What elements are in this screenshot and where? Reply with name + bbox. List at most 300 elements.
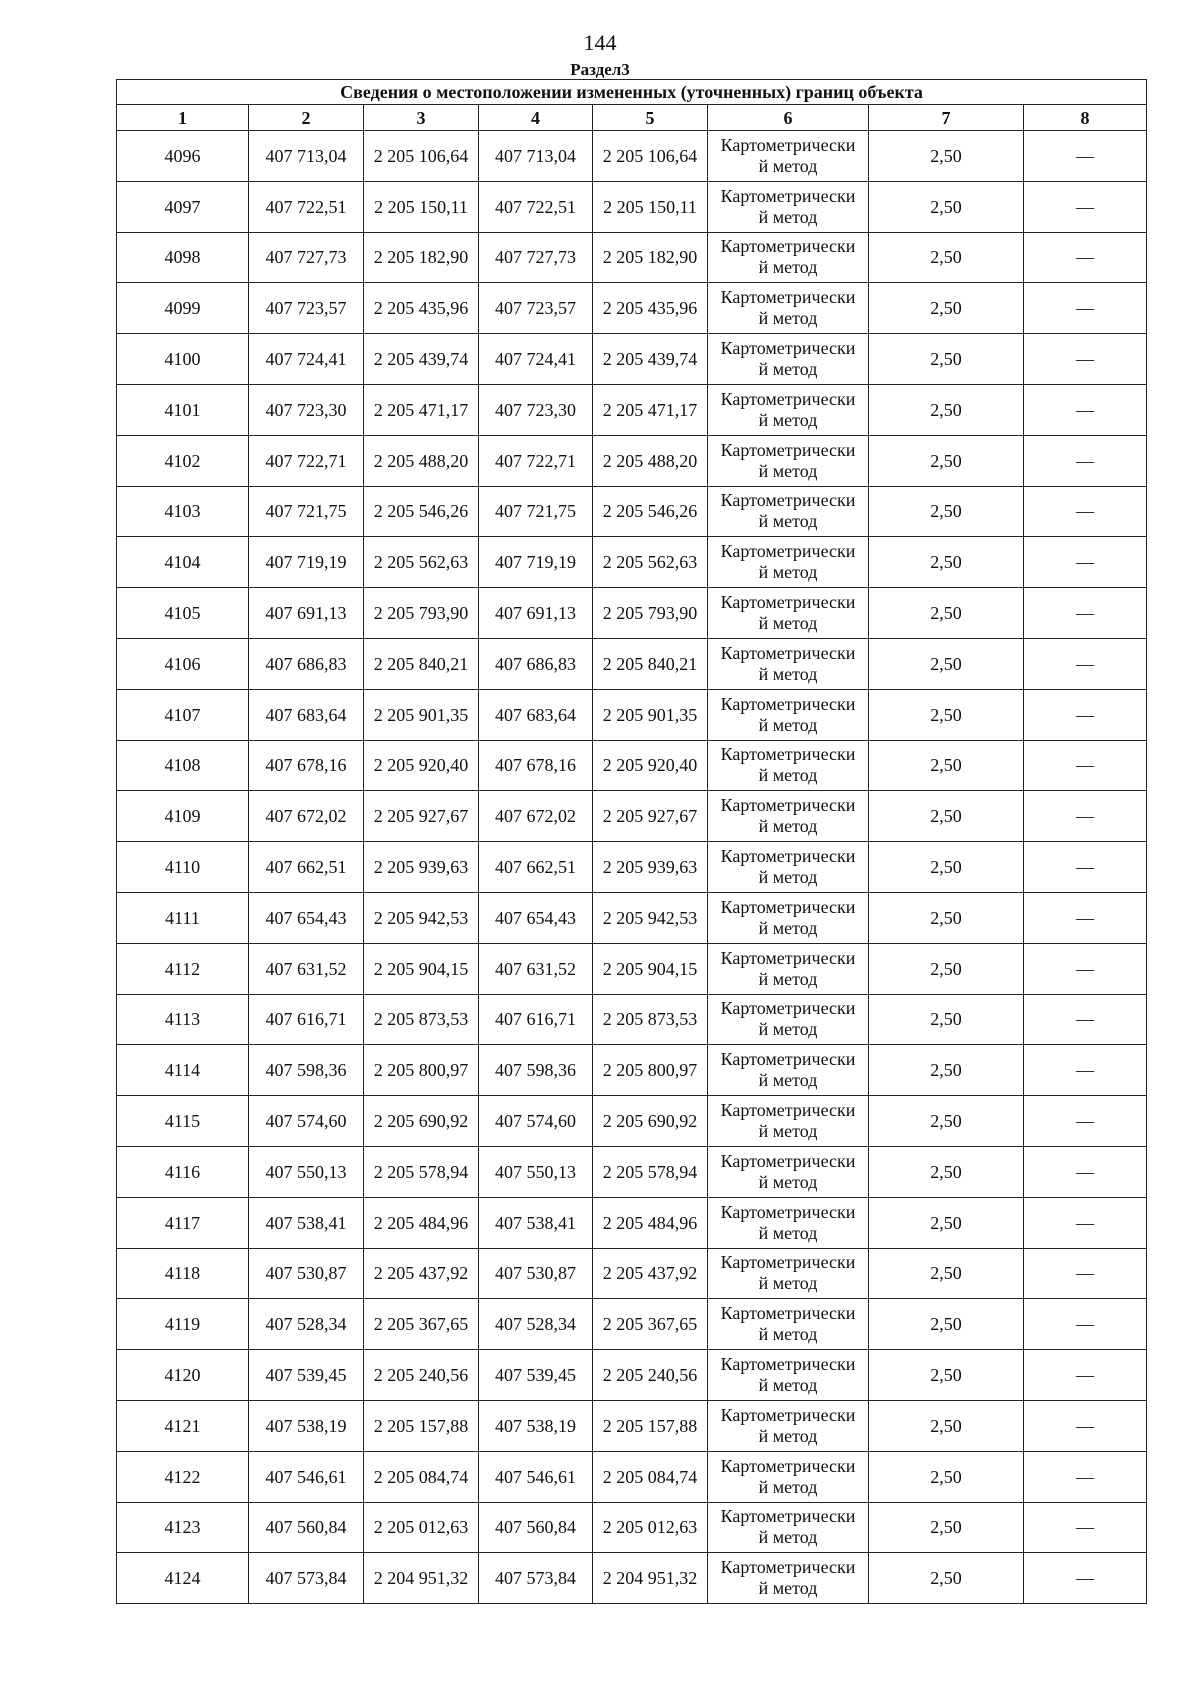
method-line-2: й метод xyxy=(758,1375,818,1396)
cell-method xyxy=(708,842,869,893)
cell-method xyxy=(708,740,869,791)
cell-x-new: 407 654,43 xyxy=(479,892,593,943)
method-line-1: Картометрически xyxy=(720,185,856,206)
cell-description: — xyxy=(1024,638,1147,689)
table-row xyxy=(117,1299,1147,1350)
cell-y-existing: 2 205 488,20 xyxy=(364,435,479,486)
cell-accuracy: 2,50 xyxy=(869,283,1024,334)
cell-x-new: 407 722,51 xyxy=(479,181,593,232)
cell-method xyxy=(708,588,869,639)
cell-point-number: 4113 xyxy=(117,994,249,1045)
cell-y-existing: 2 205 084,74 xyxy=(364,1451,479,1502)
cell-x-new: 407 528,34 xyxy=(479,1299,593,1350)
method-line-1: Картометрически xyxy=(720,642,856,663)
column-number-4: 4 xyxy=(479,105,593,131)
cell-point-number: 4103 xyxy=(117,486,249,537)
cell-point-number: 4106 xyxy=(117,638,249,689)
cell-y-new: 2 205 920,40 xyxy=(593,740,708,791)
cell-y-new: 2 205 800,97 xyxy=(593,1045,708,1096)
cell-point-number: 4119 xyxy=(117,1299,249,1350)
cell-y-new: 2 205 012,63 xyxy=(593,1502,708,1553)
cell-x-new: 407 722,71 xyxy=(479,435,593,486)
cell-y-existing: 2 205 939,63 xyxy=(364,842,479,893)
cell-description: — xyxy=(1024,740,1147,791)
method-line-1: Картометрически xyxy=(720,541,856,562)
cell-y-new: 2 205 840,21 xyxy=(593,638,708,689)
cell-description: — xyxy=(1024,1451,1147,1502)
cell-method xyxy=(708,1451,869,1502)
cell-y-new: 2 205 942,53 xyxy=(593,892,708,943)
cell-accuracy: 2,50 xyxy=(869,181,1024,232)
cell-y-existing: 2 205 690,92 xyxy=(364,1096,479,1147)
cell-description: — xyxy=(1024,435,1147,486)
cell-y-new: 2 205 873,53 xyxy=(593,994,708,1045)
cell-y-new: 2 205 106,64 xyxy=(593,131,708,182)
method-line-2: й метод xyxy=(758,1273,818,1294)
cell-point-number: 4121 xyxy=(117,1400,249,1451)
cell-description: — xyxy=(1024,943,1147,994)
cell-description: — xyxy=(1024,537,1147,588)
method-line-1: Картометрически xyxy=(720,896,856,917)
cell-x-new: 407 574,60 xyxy=(479,1096,593,1147)
method-line-2: й метод xyxy=(758,816,818,837)
cell-description: — xyxy=(1024,1045,1147,1096)
cell-point-number: 4105 xyxy=(117,588,249,639)
method-line-1: Картометрически xyxy=(720,693,856,714)
method-line-2: й метод xyxy=(758,663,818,684)
cell-method xyxy=(708,384,869,435)
cell-y-new: 2 205 546,26 xyxy=(593,486,708,537)
cell-y-new: 2 205 437,92 xyxy=(593,1248,708,1299)
method-line-1: Картометрически xyxy=(720,1506,856,1527)
cell-y-new: 2 205 901,35 xyxy=(593,689,708,740)
table-row xyxy=(117,131,1147,182)
cell-y-existing: 2 205 106,64 xyxy=(364,131,479,182)
cell-method xyxy=(708,791,869,842)
cell-method xyxy=(708,1096,869,1147)
column-number-6: 6 xyxy=(708,105,869,131)
cell-x-existing: 407 683,64 xyxy=(249,689,364,740)
cell-y-existing: 2 205 793,90 xyxy=(364,588,479,639)
cell-x-existing: 407 546,61 xyxy=(249,1451,364,1502)
cell-method xyxy=(708,283,869,334)
cell-y-existing: 2 205 546,26 xyxy=(364,486,479,537)
cell-accuracy: 2,50 xyxy=(869,791,1024,842)
cell-accuracy: 2,50 xyxy=(869,537,1024,588)
cell-method xyxy=(708,1146,869,1197)
table-row xyxy=(117,943,1147,994)
cell-y-existing: 2 205 435,96 xyxy=(364,283,479,334)
cell-method xyxy=(708,994,869,1045)
method-line-1: Картометрически xyxy=(720,1557,856,1578)
cell-x-existing: 407 631,52 xyxy=(249,943,364,994)
method-line-2: й метод xyxy=(758,765,818,786)
cell-y-new: 2 205 578,94 xyxy=(593,1146,708,1197)
cell-y-new: 2 205 240,56 xyxy=(593,1350,708,1401)
method-line-1: Картометрически xyxy=(720,744,856,765)
cell-description: — xyxy=(1024,486,1147,537)
cell-accuracy: 2,50 xyxy=(869,1248,1024,1299)
cell-x-existing: 407 573,84 xyxy=(249,1553,364,1604)
cell-point-number: 4120 xyxy=(117,1350,249,1401)
cell-y-existing: 2 205 157,88 xyxy=(364,1400,479,1451)
cell-x-new: 407 560,84 xyxy=(479,1502,593,1553)
column-number-8: 8 xyxy=(1024,105,1147,131)
cell-description: — xyxy=(1024,1502,1147,1553)
method-line-1: Картометрически xyxy=(720,1404,856,1425)
cell-x-existing: 407 598,36 xyxy=(249,1045,364,1096)
method-line-2: й метод xyxy=(758,257,818,278)
cell-accuracy: 2,50 xyxy=(869,1299,1024,1350)
cell-y-new: 2 205 157,88 xyxy=(593,1400,708,1451)
table-row xyxy=(117,334,1147,385)
cell-x-existing: 407 686,83 xyxy=(249,638,364,689)
method-line-1: Картометрически xyxy=(720,1303,856,1324)
method-line-2: й метод xyxy=(758,460,818,481)
method-line-2: й метод xyxy=(758,1324,818,1345)
table-row xyxy=(117,588,1147,639)
cell-accuracy: 2,50 xyxy=(869,1553,1024,1604)
cell-x-existing: 407 678,16 xyxy=(249,740,364,791)
table-row xyxy=(117,181,1147,232)
method-line-1: Картометрически xyxy=(720,1354,856,1375)
method-line-1: Картометрически xyxy=(720,1252,856,1273)
cell-accuracy: 2,50 xyxy=(869,1451,1024,1502)
cell-point-number: 4098 xyxy=(117,232,249,283)
cell-x-new: 407 686,83 xyxy=(479,638,593,689)
cell-accuracy: 2,50 xyxy=(869,384,1024,435)
cell-method xyxy=(708,1350,869,1401)
cell-y-existing: 2 205 437,92 xyxy=(364,1248,479,1299)
table-row xyxy=(117,1146,1147,1197)
method-line-2: й метод xyxy=(758,409,818,430)
cell-y-existing: 2 204 951,32 xyxy=(364,1553,479,1604)
cell-x-existing: 407 616,71 xyxy=(249,994,364,1045)
method-line-2: й метод xyxy=(758,308,818,329)
cell-x-existing: 407 530,87 xyxy=(249,1248,364,1299)
cell-point-number: 4115 xyxy=(117,1096,249,1147)
method-line-1: Картометрически xyxy=(720,1049,856,1070)
method-line-1: Картометрически xyxy=(720,795,856,816)
table-row xyxy=(117,232,1147,283)
cell-y-new: 2 205 562,63 xyxy=(593,537,708,588)
cell-x-new: 407 691,13 xyxy=(479,588,593,639)
cell-y-new: 2 205 471,17 xyxy=(593,384,708,435)
cell-point-number: 4123 xyxy=(117,1502,249,1553)
cell-accuracy: 2,50 xyxy=(869,1350,1024,1401)
method-line-2: й метод xyxy=(758,1019,818,1040)
cell-description: — xyxy=(1024,1146,1147,1197)
table-row xyxy=(117,1553,1147,1604)
cell-point-number: 4096 xyxy=(117,131,249,182)
method-line-2: й метод xyxy=(758,359,818,380)
column-numbers-row xyxy=(117,105,1147,131)
cell-accuracy: 2,50 xyxy=(869,232,1024,283)
method-line-1: Картометрически xyxy=(720,592,856,613)
cell-x-new: 407 631,52 xyxy=(479,943,593,994)
cell-description: — xyxy=(1024,181,1147,232)
cell-description: — xyxy=(1024,334,1147,385)
cell-point-number: 4101 xyxy=(117,384,249,435)
cell-y-existing: 2 205 012,63 xyxy=(364,1502,479,1553)
method-line-1: Картометрически xyxy=(720,134,856,155)
cell-description: — xyxy=(1024,994,1147,1045)
cell-accuracy: 2,50 xyxy=(869,638,1024,689)
cell-description: — xyxy=(1024,283,1147,334)
cell-y-new: 2 205 182,90 xyxy=(593,232,708,283)
cell-point-number: 4097 xyxy=(117,181,249,232)
method-line-2: й метод xyxy=(758,867,818,888)
cell-y-existing: 2 205 439,74 xyxy=(364,334,479,385)
cell-point-number: 4116 xyxy=(117,1146,249,1197)
table-row xyxy=(117,1451,1147,1502)
cell-description: — xyxy=(1024,689,1147,740)
cell-y-new: 2 205 084,74 xyxy=(593,1451,708,1502)
cell-accuracy: 2,50 xyxy=(869,1045,1024,1096)
cell-accuracy: 2,50 xyxy=(869,131,1024,182)
cell-x-existing: 407 727,73 xyxy=(249,232,364,283)
method-line-1: Картометрически xyxy=(720,287,856,308)
cell-y-new: 2 205 484,96 xyxy=(593,1197,708,1248)
cell-x-new: 407 538,41 xyxy=(479,1197,593,1248)
cell-description: — xyxy=(1024,1553,1147,1604)
cell-y-existing: 2 205 927,67 xyxy=(364,791,479,842)
cell-accuracy: 2,50 xyxy=(869,334,1024,385)
method-line-2: й метод xyxy=(758,1222,818,1243)
cell-accuracy: 2,50 xyxy=(869,1096,1024,1147)
cell-description: — xyxy=(1024,131,1147,182)
cell-x-existing: 407 723,30 xyxy=(249,384,364,435)
method-line-2: й метод xyxy=(758,714,818,735)
cell-accuracy: 2,50 xyxy=(869,435,1024,486)
cell-y-new: 2 205 793,90 xyxy=(593,588,708,639)
cell-x-existing: 407 672,02 xyxy=(249,791,364,842)
cell-point-number: 4099 xyxy=(117,283,249,334)
cell-method xyxy=(708,1045,869,1096)
cell-description: — xyxy=(1024,384,1147,435)
cell-method xyxy=(708,943,869,994)
cell-accuracy: 2,50 xyxy=(869,1400,1024,1451)
cell-y-existing: 2 205 920,40 xyxy=(364,740,479,791)
method-line-2: й метод xyxy=(758,613,818,634)
cell-point-number: 4124 xyxy=(117,1553,249,1604)
cell-point-number: 4112 xyxy=(117,943,249,994)
cell-x-existing: 407 719,19 xyxy=(249,537,364,588)
cell-x-existing: 407 722,51 xyxy=(249,181,364,232)
table-row xyxy=(117,994,1147,1045)
table-row xyxy=(117,1502,1147,1553)
cell-method xyxy=(708,1248,869,1299)
cell-accuracy: 2,50 xyxy=(869,740,1024,791)
table-row xyxy=(117,842,1147,893)
cell-point-number: 4110 xyxy=(117,842,249,893)
cell-y-new: 2 205 150,11 xyxy=(593,181,708,232)
table-row xyxy=(117,740,1147,791)
cell-x-new: 407 719,19 xyxy=(479,537,593,588)
method-line-1: Картометрически xyxy=(720,947,856,968)
cell-y-new: 2 205 939,63 xyxy=(593,842,708,893)
cell-x-new: 407 724,41 xyxy=(479,334,593,385)
method-line-1: Картометрически xyxy=(720,846,856,867)
table-row xyxy=(117,384,1147,435)
cell-accuracy: 2,50 xyxy=(869,486,1024,537)
method-line-2: й метод xyxy=(758,1476,818,1497)
method-line-1: Картометрически xyxy=(720,388,856,409)
cell-method xyxy=(708,1553,869,1604)
cell-description: — xyxy=(1024,1197,1147,1248)
cell-x-existing: 407 724,41 xyxy=(249,334,364,385)
cell-y-existing: 2 205 240,56 xyxy=(364,1350,479,1401)
cell-method xyxy=(708,181,869,232)
cell-description: — xyxy=(1024,1096,1147,1147)
cell-y-existing: 2 205 578,94 xyxy=(364,1146,479,1197)
cell-x-new: 407 530,87 xyxy=(479,1248,593,1299)
method-line-1: Картометрически xyxy=(720,338,856,359)
cell-x-existing: 407 550,13 xyxy=(249,1146,364,1197)
cell-x-new: 407 723,57 xyxy=(479,283,593,334)
cell-point-number: 4100 xyxy=(117,334,249,385)
method-line-2: й метод xyxy=(758,1070,818,1091)
method-line-2: й метод xyxy=(758,1425,818,1446)
cell-x-new: 407 573,84 xyxy=(479,1553,593,1604)
cell-point-number: 4114 xyxy=(117,1045,249,1096)
cell-method xyxy=(708,537,869,588)
cell-description: — xyxy=(1024,892,1147,943)
method-line-2: й метод xyxy=(758,155,818,176)
cell-method xyxy=(708,1299,869,1350)
cell-x-new: 407 546,61 xyxy=(479,1451,593,1502)
table-row xyxy=(117,1400,1147,1451)
table-row xyxy=(117,1248,1147,1299)
cell-method xyxy=(708,1502,869,1553)
cell-x-existing: 407 722,71 xyxy=(249,435,364,486)
cell-method xyxy=(708,638,869,689)
table-row xyxy=(117,1197,1147,1248)
method-line-1: Картометрически xyxy=(720,1100,856,1121)
cell-y-existing: 2 205 367,65 xyxy=(364,1299,479,1350)
cell-method xyxy=(708,232,869,283)
cell-accuracy: 2,50 xyxy=(869,994,1024,1045)
cell-description: — xyxy=(1024,791,1147,842)
cell-point-number: 4111 xyxy=(117,892,249,943)
cell-x-new: 407 538,19 xyxy=(479,1400,593,1451)
cell-x-new: 407 550,13 xyxy=(479,1146,593,1197)
column-number-7: 7 xyxy=(869,105,1024,131)
cell-accuracy: 2,50 xyxy=(869,842,1024,893)
cell-description: — xyxy=(1024,1248,1147,1299)
cell-description: — xyxy=(1024,1350,1147,1401)
cell-y-existing: 2 205 873,53 xyxy=(364,994,479,1045)
cell-method xyxy=(708,892,869,943)
cell-y-existing: 2 205 150,11 xyxy=(364,181,479,232)
cell-x-existing: 407 654,43 xyxy=(249,892,364,943)
cell-accuracy: 2,50 xyxy=(869,892,1024,943)
cell-y-existing: 2 205 840,21 xyxy=(364,638,479,689)
method-line-1: Картометрически xyxy=(720,236,856,257)
method-line-2: й метод xyxy=(758,917,818,938)
cell-x-new: 407 539,45 xyxy=(479,1350,593,1401)
cell-method xyxy=(708,1197,869,1248)
page-number: 144 xyxy=(583,30,617,55)
cell-y-existing: 2 205 471,17 xyxy=(364,384,479,435)
cell-x-existing: 407 560,84 xyxy=(249,1502,364,1553)
cell-x-new: 407 713,04 xyxy=(479,131,593,182)
cell-accuracy: 2,50 xyxy=(869,1146,1024,1197)
table-row xyxy=(117,689,1147,740)
cell-x-existing: 407 662,51 xyxy=(249,842,364,893)
cell-x-existing: 407 574,60 xyxy=(249,1096,364,1147)
cell-y-new: 2 205 439,74 xyxy=(593,334,708,385)
cell-x-new: 407 723,30 xyxy=(479,384,593,435)
cell-y-new: 2 205 927,67 xyxy=(593,791,708,842)
table-row xyxy=(117,537,1147,588)
cell-point-number: 4118 xyxy=(117,1248,249,1299)
table-row xyxy=(117,1350,1147,1401)
table-row xyxy=(117,638,1147,689)
cell-point-number: 4104 xyxy=(117,537,249,588)
cell-y-existing: 2 205 901,35 xyxy=(364,689,479,740)
table-body xyxy=(117,131,1147,1604)
table-row xyxy=(117,791,1147,842)
cell-method xyxy=(708,689,869,740)
cell-y-new: 2 205 367,65 xyxy=(593,1299,708,1350)
cell-x-new: 407 683,64 xyxy=(479,689,593,740)
cell-x-new: 407 598,36 xyxy=(479,1045,593,1096)
section-title: Раздел3 xyxy=(570,60,630,79)
method-line-2: й метод xyxy=(758,206,818,227)
boundary-table xyxy=(116,79,1147,1604)
cell-x-existing: 407 539,45 xyxy=(249,1350,364,1401)
cell-accuracy: 2,50 xyxy=(869,689,1024,740)
method-line-2: й метод xyxy=(758,1527,818,1548)
table-row xyxy=(117,892,1147,943)
method-line-2: й метод xyxy=(758,562,818,583)
cell-point-number: 4109 xyxy=(117,791,249,842)
cell-y-new: 2 205 690,92 xyxy=(593,1096,708,1147)
cell-point-number: 4122 xyxy=(117,1451,249,1502)
cell-method xyxy=(708,486,869,537)
cell-description: — xyxy=(1024,1299,1147,1350)
cell-x-new: 407 727,73 xyxy=(479,232,593,283)
cell-x-new: 407 662,51 xyxy=(479,842,593,893)
column-number-1: 1 xyxy=(117,105,249,131)
cell-x-new: 407 672,02 xyxy=(479,791,593,842)
method-line-1: Картометрически xyxy=(720,439,856,460)
cell-y-existing: 2 205 182,90 xyxy=(364,232,479,283)
cell-x-existing: 407 723,57 xyxy=(249,283,364,334)
table-row xyxy=(117,1045,1147,1096)
cell-point-number: 4107 xyxy=(117,689,249,740)
cell-method xyxy=(708,1400,869,1451)
cell-method xyxy=(708,435,869,486)
cell-y-existing: 2 205 800,97 xyxy=(364,1045,479,1096)
cell-x-new: 407 721,75 xyxy=(479,486,593,537)
method-line-1: Картометрически xyxy=(720,998,856,1019)
table-caption: Сведения о местоположении измененных (уточненных) границ объекта xyxy=(117,80,1147,105)
cell-description: — xyxy=(1024,842,1147,893)
cell-accuracy: 2,50 xyxy=(869,588,1024,639)
table-row xyxy=(117,283,1147,334)
cell-y-new: 2 205 435,96 xyxy=(593,283,708,334)
cell-point-number: 4117 xyxy=(117,1197,249,1248)
method-line-2: й метод xyxy=(758,968,818,989)
cell-y-existing: 2 205 562,63 xyxy=(364,537,479,588)
cell-description: — xyxy=(1024,232,1147,283)
column-number-3: 3 xyxy=(364,105,479,131)
method-line-2: й метод xyxy=(758,1121,818,1142)
cell-point-number: 4108 xyxy=(117,740,249,791)
cell-method xyxy=(708,131,869,182)
